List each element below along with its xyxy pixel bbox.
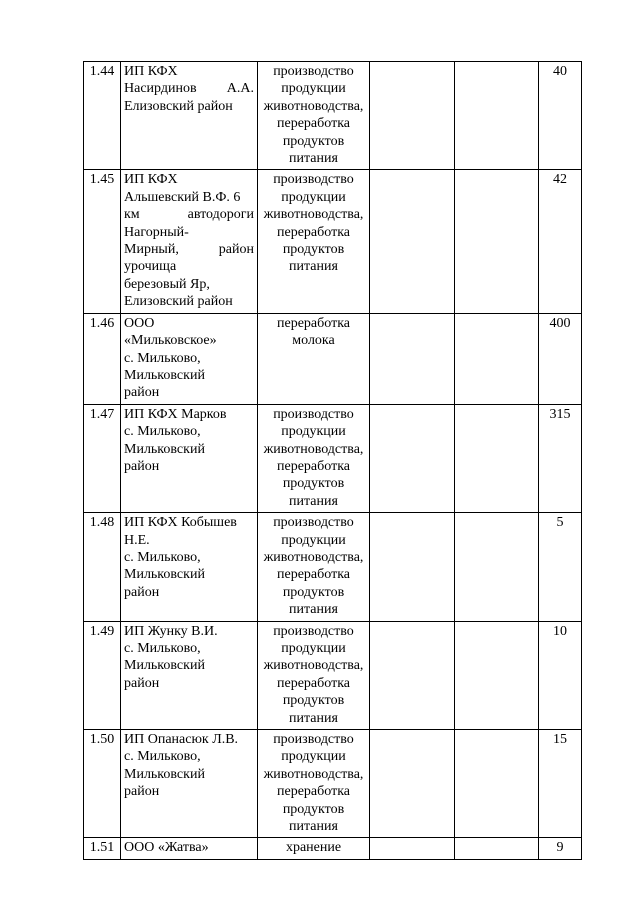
activity-line: переработка bbox=[277, 116, 350, 132]
activity-type bbox=[258, 838, 370, 859]
activity-line: производство bbox=[273, 623, 354, 639]
activity-line: продуктов bbox=[282, 476, 345, 492]
empty-cell-col5 bbox=[455, 404, 539, 512]
activity-line: переработка bbox=[277, 315, 350, 331]
activity-line: питания bbox=[289, 259, 338, 275]
organization-name-line: Мильковский bbox=[124, 367, 205, 383]
capacity-value: 15 bbox=[539, 730, 582, 838]
activity-line: животноводства, bbox=[263, 441, 364, 457]
registry-table-body bbox=[84, 62, 582, 860]
row-number: 1.45 bbox=[84, 170, 121, 313]
row-number: 1.46 bbox=[84, 313, 121, 404]
table-row bbox=[84, 838, 582, 859]
activity-line: продукции bbox=[281, 641, 346, 656]
row-number: 1.47 bbox=[84, 404, 121, 512]
activity-line: питания bbox=[289, 602, 338, 618]
activity-type bbox=[258, 313, 370, 404]
organization-name-line: Н.Е. bbox=[124, 532, 150, 548]
organization-name-line: с. Мильково, bbox=[124, 549, 201, 565]
organization-name-line: ИП КФХ Кобышев bbox=[124, 515, 237, 531]
organization-name-line: с. Мильково, bbox=[124, 749, 201, 765]
organization-name-line: Мильковский bbox=[124, 441, 205, 457]
row-number: 1.51 bbox=[84, 838, 121, 859]
activity-line: продуктов bbox=[282, 801, 345, 817]
organization-name bbox=[121, 170, 258, 313]
organization-name-line: км автодороги bbox=[124, 207, 254, 223]
organization-name-line: с. Мильково, bbox=[124, 424, 201, 440]
table-row bbox=[84, 170, 582, 313]
registry-table bbox=[83, 61, 582, 860]
organization-name-line: ИП Опанасюк Л.В. bbox=[124, 732, 239, 748]
organization-name bbox=[121, 62, 258, 170]
table-row bbox=[84, 404, 582, 512]
activity-line: производство bbox=[273, 732, 354, 748]
organization-name-line: ООО «Жатва» bbox=[124, 840, 209, 856]
activity-line: животноводства, bbox=[263, 549, 364, 565]
empty-cell-col4 bbox=[370, 838, 455, 859]
activity-line: питания bbox=[289, 819, 338, 835]
organization-name bbox=[121, 313, 258, 404]
organization-name-line: район bbox=[124, 385, 160, 401]
activity-line: производство bbox=[273, 406, 354, 422]
organization-name-line: ИП КФХ bbox=[124, 172, 178, 188]
organization-name-line: Мильковский bbox=[124, 567, 205, 583]
activity-line: питания bbox=[289, 493, 338, 509]
activity-type bbox=[258, 62, 370, 170]
organization-name-line: Мильковский bbox=[124, 766, 205, 782]
empty-cell-col5 bbox=[455, 170, 539, 313]
organization-name-line: район bbox=[124, 675, 160, 691]
organization-name bbox=[121, 404, 258, 512]
organization-name-line: ИП КФХ Марков bbox=[124, 406, 227, 422]
empty-cell-col5 bbox=[455, 62, 539, 170]
organization-name-line: Альшевский В.Ф. 6 bbox=[124, 189, 241, 205]
capacity-value: 400 bbox=[539, 313, 582, 404]
activity-type bbox=[258, 170, 370, 313]
organization-name-line: урочища bbox=[124, 259, 177, 275]
empty-cell-col5 bbox=[455, 313, 539, 404]
capacity-value: 5 bbox=[539, 513, 582, 621]
organization-name-line: с. Мильково, bbox=[124, 350, 201, 366]
organization-name-line: Мирный, район bbox=[124, 242, 254, 258]
empty-cell-col4 bbox=[370, 170, 455, 313]
table-row bbox=[84, 62, 582, 170]
activity-line: переработка bbox=[277, 224, 350, 240]
capacity-value: 42 bbox=[539, 170, 582, 313]
capacity-value: 10 bbox=[539, 621, 582, 729]
activity-line: продуктов bbox=[282, 584, 345, 600]
activity-line: переработка bbox=[277, 784, 350, 800]
table-row bbox=[84, 730, 582, 838]
empty-cell-col4 bbox=[370, 404, 455, 512]
activity-line: продукции bbox=[281, 749, 346, 765]
activity-line: продукции bbox=[281, 424, 346, 440]
empty-cell-col5 bbox=[455, 513, 539, 621]
activity-type bbox=[258, 513, 370, 621]
row-number: 1.48 bbox=[84, 513, 121, 621]
empty-cell-col4 bbox=[370, 621, 455, 729]
row-number: 1.49 bbox=[84, 621, 121, 729]
empty-cell-col4 bbox=[370, 730, 455, 838]
activity-line: животноводства, bbox=[263, 98, 364, 114]
activity-type bbox=[258, 730, 370, 838]
activity-line: молока bbox=[292, 333, 335, 349]
capacity-value: 40 bbox=[539, 62, 582, 170]
table-row bbox=[84, 621, 582, 729]
row-number: 1.50 bbox=[84, 730, 121, 838]
activity-line: производство bbox=[273, 64, 354, 79]
activity-line: продукции bbox=[281, 81, 346, 97]
activity-line: продуктов bbox=[282, 133, 345, 149]
activity-line: животноводства, bbox=[263, 207, 364, 223]
activity-type bbox=[258, 621, 370, 729]
activity-line: питания bbox=[289, 151, 338, 167]
organization-name-line: Елизовский район bbox=[124, 294, 233, 310]
organization-name-line: Насирдинов А.А. bbox=[124, 81, 254, 97]
activity-line: переработка bbox=[277, 675, 350, 691]
activity-line: хранение bbox=[285, 840, 342, 856]
capacity-value: 315 bbox=[539, 404, 582, 512]
activity-line: продуктов bbox=[282, 693, 345, 709]
organization-name bbox=[121, 513, 258, 621]
table-row bbox=[84, 313, 582, 404]
empty-cell-col4 bbox=[370, 313, 455, 404]
activity-line: продуктов bbox=[282, 242, 345, 258]
organization-name-line: район bbox=[124, 458, 160, 474]
organization-name-line: район bbox=[124, 784, 160, 800]
empty-cell-col5 bbox=[455, 621, 539, 729]
organization-name-line: ИП Жунку В.И. bbox=[124, 623, 218, 639]
empty-cell-col4 bbox=[370, 513, 455, 621]
empty-cell-col5 bbox=[455, 730, 539, 838]
activity-line: продукции bbox=[281, 532, 346, 548]
empty-cell-col5 bbox=[455, 838, 539, 859]
organization-name-line: с. Мильково, bbox=[124, 641, 201, 656]
activity-line: животноводства, bbox=[263, 658, 364, 674]
organization-name bbox=[121, 621, 258, 729]
empty-cell-col4 bbox=[370, 62, 455, 170]
organization-name-line: ИП КФХ bbox=[124, 64, 178, 79]
organization-name-line: Елизовский район bbox=[124, 98, 233, 114]
table-row bbox=[84, 513, 582, 621]
activity-type bbox=[258, 404, 370, 512]
organization-name-line: Нагорный- bbox=[124, 224, 189, 240]
organization-name-line: ООО bbox=[124, 315, 155, 331]
capacity-value: 9 bbox=[539, 838, 582, 859]
organization-name-line: Мильковский bbox=[124, 658, 205, 674]
organization-name-line: район bbox=[124, 584, 160, 600]
activity-line: переработка bbox=[277, 458, 350, 474]
organization-name-line: березовый Яр, bbox=[124, 276, 210, 292]
activity-line: питания bbox=[289, 710, 338, 726]
row-number: 1.44 bbox=[84, 62, 121, 170]
organization-name bbox=[121, 838, 258, 859]
organization-name bbox=[121, 730, 258, 838]
activity-line: производство bbox=[273, 172, 354, 188]
activity-line: животноводства, bbox=[263, 766, 364, 782]
activity-line: переработка bbox=[277, 567, 350, 583]
organization-name-line: «Мильковское» bbox=[124, 333, 217, 349]
activity-line: продукции bbox=[281, 189, 346, 205]
activity-line: производство bbox=[273, 515, 354, 531]
